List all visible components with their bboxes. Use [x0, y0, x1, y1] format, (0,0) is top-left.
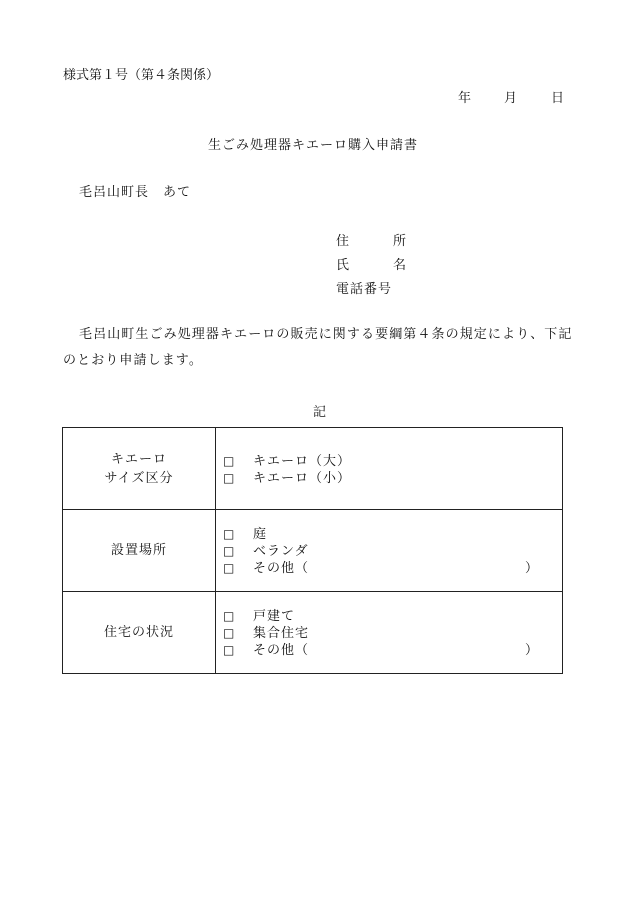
application-body-text: 毛呂山町生ごみ処理器キエーロの販売に関する要綱第４条の規定により、下記のとおり申請します。	[63, 327, 573, 368]
phone-label: 電話番号	[336, 282, 393, 297]
date-day-label: 日	[551, 91, 565, 106]
option-veranda[interactable]	[223, 543, 562, 560]
option-small[interactable]	[223, 470, 562, 487]
option-location-other[interactable]	[223, 560, 562, 577]
table-row-location	[63, 510, 563, 592]
option-label: キエーロ（小）	[253, 470, 352, 486]
checkbox-icon[interactable]: □	[223, 643, 236, 657]
size-category-header	[63, 428, 216, 510]
option-label: その他（	[253, 643, 310, 658]
ki-heading: 記	[313, 405, 327, 420]
housing-status-header	[63, 592, 216, 674]
address-label-char-2: 所	[393, 234, 407, 249]
option-apartment[interactable]	[223, 625, 562, 642]
option-label: 集合住宅	[253, 626, 310, 641]
application-table	[62, 427, 563, 674]
name-label-char-2: 名	[393, 258, 407, 273]
addressee: 毛呂山町長 あて	[79, 185, 192, 200]
date-month-label: 月	[504, 91, 518, 106]
date-line	[458, 87, 564, 106]
option-large[interactable]	[223, 453, 562, 470]
table-row-housing	[63, 592, 563, 674]
checkbox-icon[interactable]: □	[223, 470, 236, 485]
checkbox-icon[interactable]: □	[223, 453, 236, 468]
other-close-paren: ）	[525, 561, 540, 576]
size-options	[216, 428, 563, 510]
housing-options	[216, 592, 563, 674]
location-options	[216, 510, 563, 592]
option-label: 戸建て	[253, 609, 296, 624]
option-housing-other[interactable]	[223, 642, 562, 659]
checkbox-icon[interactable]: □	[223, 527, 236, 541]
header-line: サイズ区分	[104, 470, 174, 486]
name-label	[336, 254, 406, 273]
header-line: 住宅の状況	[103, 625, 174, 640]
other-close-paren: ）	[525, 643, 540, 658]
name-label-char-1: 氏	[336, 258, 350, 273]
checkbox-icon[interactable]: □	[223, 561, 236, 575]
option-label: その他（	[253, 561, 310, 576]
checkbox-icon[interactable]: □	[223, 609, 236, 623]
table-row-size	[63, 428, 563, 510]
document-title: 生ごみ処理器キエーロ購入申請書	[208, 138, 419, 153]
address-label	[336, 230, 406, 249]
checkbox-icon[interactable]: □	[223, 626, 236, 640]
form-number: 様式第１号（第４条関係）	[63, 68, 220, 83]
option-garden[interactable]	[223, 526, 562, 543]
installation-location-header	[63, 510, 216, 592]
date-year-label: 年	[458, 91, 472, 106]
header-line: 設置場所	[110, 543, 167, 558]
checkbox-icon[interactable]: □	[223, 544, 236, 558]
option-label: キエーロ（大）	[253, 453, 352, 469]
option-label: 庭	[253, 527, 268, 542]
option-detached-house[interactable]	[223, 608, 562, 625]
address-label-char-1: 住	[336, 234, 350, 249]
option-label: ベランダ	[253, 544, 309, 559]
header-line: キエーロ	[110, 451, 167, 467]
